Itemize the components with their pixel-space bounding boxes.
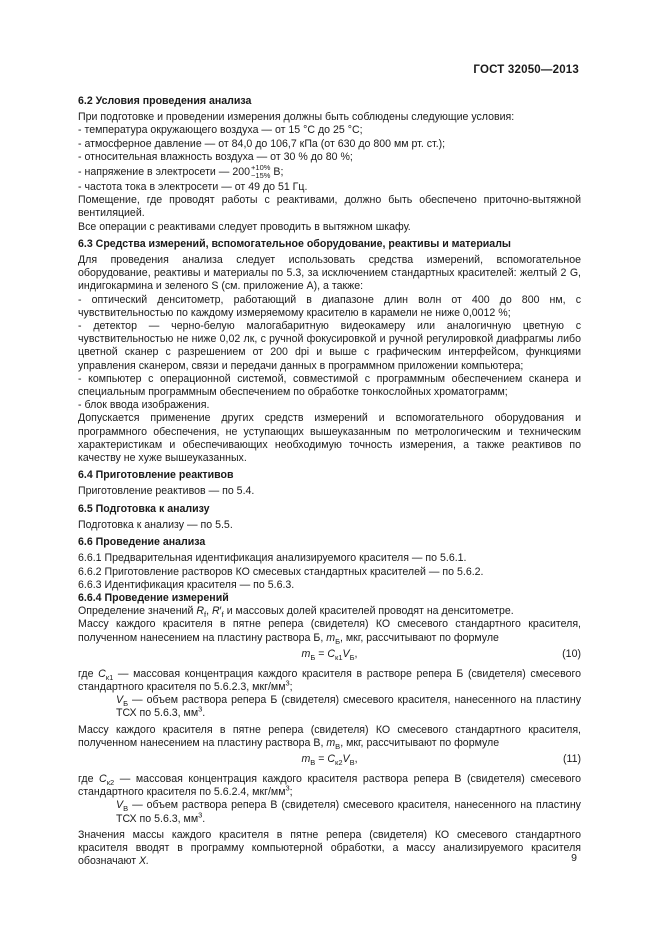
formula-10-expression: $m_Б = C_{к1}V_Б$, bbox=[301, 647, 358, 662]
document-header: ГОСТ 32050—2013 bbox=[473, 64, 579, 76]
where-ck1: где $C_{к1}$ — массовая концентрация каждого красителя в растворе репера Б (свидетеля) смесевого стандартного красителя по 5.6.2.3, мкг/$мм^3$; bbox=[78, 667, 581, 693]
s63-bullet-detector: - детектор — черно-белую малогабаритную видеокамеру или аналогичную цветную с чувствительностью не ниже 0,02 лк, с ручной фокусировкой и ручной регулировкой диафрагмы либо цветной сканер с разрешением от 200 dpi и выше с графическим интерфейсом, функциями управления сканером, связи и передачи данных в программном приложении компьютера; bbox=[78, 320, 581, 372]
s664-determination: Определение значений $R_f$, $R'_f$ и массовых долей красителей проводят на денситометре. bbox=[78, 605, 514, 620]
formula-11-number: (11) bbox=[562, 752, 581, 765]
s62-fume-hood: Все операции с реактивами следует проводить в вытяжном шкафу. bbox=[78, 220, 411, 233]
s62-ventilation: Помещение, где проводят работы с реактивами, должно быть обеспечено приточно-вытяжной вентиляцией. bbox=[78, 194, 581, 220]
s64-text: Приготовление реактивов — по 5.4. bbox=[78, 485, 255, 498]
s62-frequency: - частота тока в электросети — от 49 до 51 Гц. bbox=[78, 181, 308, 194]
formula-10 bbox=[78, 648, 581, 665]
section-6-3-title: 6.3 Средства измерений, вспомогательное оборудование, реактивы и материалы bbox=[78, 237, 511, 250]
section-6-4-title: 6.4 Приготовление реактивов bbox=[78, 469, 234, 482]
formula-10-number: (10) bbox=[562, 647, 581, 660]
s664-mass-b-text: Массу каждого красителя в пятне репера (свидетеля) КО смесевого стандартного красителя, полученном нанесением на пластину раствора Б, $m_Б$, мкг, рассчитывают по формуле bbox=[78, 618, 581, 646]
s66-item-3: 6.6.3 Идентификация красителя — по 5.6.3. bbox=[78, 578, 295, 591]
s66-item-1: 6.6.1 Предварительная идентификация анализируемого красителя — по 5.6.1. bbox=[78, 552, 467, 565]
s63-bullet-densitometer: - оптический денситометр, работающий в диапазоне длин волн от 400 до 800 нм, с чувствительностью по каждому измеряемому красителю в карамели не ниже 0,0012 %; bbox=[78, 293, 581, 319]
where-vv: $V_В$ — объем раствора репера В (свидетеля) смесевого красителя, нанесенного на пластину ТСХ по 5.6.3, $мм^3$. bbox=[116, 799, 581, 825]
page-number: 9 bbox=[571, 852, 577, 864]
section-6-6-title: 6.6 Проведение анализа bbox=[78, 536, 206, 549]
section-6-2-title: 6.2 Условия проведения анализа bbox=[78, 95, 252, 107]
s63-bullet-computer: - компьютер с операционной системой, совместимой с программным обеспечением сканера и специальным программным обеспечением по обработке тонкослойных хроматограмм; bbox=[78, 372, 581, 399]
s66-item-4-title: 6.6.4 Проведение измерений bbox=[78, 591, 229, 604]
s62-temp: - температура окружающего воздуха — от 15 °С до 25 °С; bbox=[78, 124, 363, 137]
s63-bullet-input-unit: - блок ввода изображения. bbox=[78, 399, 210, 412]
s664-final: Значения массы каждого красителя в пятне репера (свидетеля) КО смесевого стандартного красителя вводят в программу компьютерной обработки, а массу анализируемого красителя обозначают X. bbox=[78, 828, 581, 868]
page-content bbox=[78, 95, 581, 868]
section-6-5-title: 6.5 Подготовка к анализу bbox=[78, 502, 210, 515]
formula-11 bbox=[78, 753, 581, 770]
where-vb: $V_Б$ — объем раствора репера Б (свидетеля) смесевого красителя, нанесенного на пластину ТСХ по 5.6.3, $мм^3$. bbox=[116, 694, 581, 720]
s65-text: Подготовка к анализу — по 5.5. bbox=[78, 518, 233, 531]
s62-pressure: - атмосферное давление — от 84,0 до 106,7 кПа (от 630 до 800 мм рт. ст.); bbox=[78, 137, 446, 150]
s62-humidity: - относительная влажность воздуха — от 30 % до 80 %; bbox=[78, 150, 353, 163]
s66-item-2: 6.6.2 Приготовление растворов КО смесевых стандартных красителей — по 5.6.2. bbox=[78, 565, 484, 578]
s664-mass-v-text: Массу каждого красителя в пятне репера (свидетеля) КО смесевого стандартного красителя, полученном нанесением на пластину раствора В, $m_В$, мкг, рассчитывают по формуле bbox=[78, 723, 581, 751]
s63-p1: Для проведения анализа следует использовать средства измерений, вспомогательное оборудование, реактивы и материалы по 5.3, за исключением стандартных красителей: желтый 2 G, индигокармина и зеленого S (см. приложение А), а также: bbox=[78, 254, 581, 293]
formula-11-expression: $m_В = C_{к2}V_В$, bbox=[301, 752, 358, 768]
s62-intro: При подготовке и проведении измерения должны быть соблюдены следующие условия: bbox=[78, 111, 515, 124]
where-ck2: где $C_{к2}$ — массовая концентрация каждого красителя раствора репера В (свидетеля) смесевого стандартного красителя по 5.6.2.4, мкг/$мм^3$; bbox=[78, 772, 581, 799]
s62-voltage: - напряжение в электросети — 200 +10% −15% В; bbox=[78, 163, 284, 181]
s63-p2: Допускается применение других средств измерений и вспомогательного оборудования и программного обеспечения, не уступающих вышеуказанным по метрологическим и техническим характеристикам и обеспечивающих необходимую точность измерения, а также реактивов по качеству не хуже вышеуказанных. bbox=[78, 412, 581, 465]
